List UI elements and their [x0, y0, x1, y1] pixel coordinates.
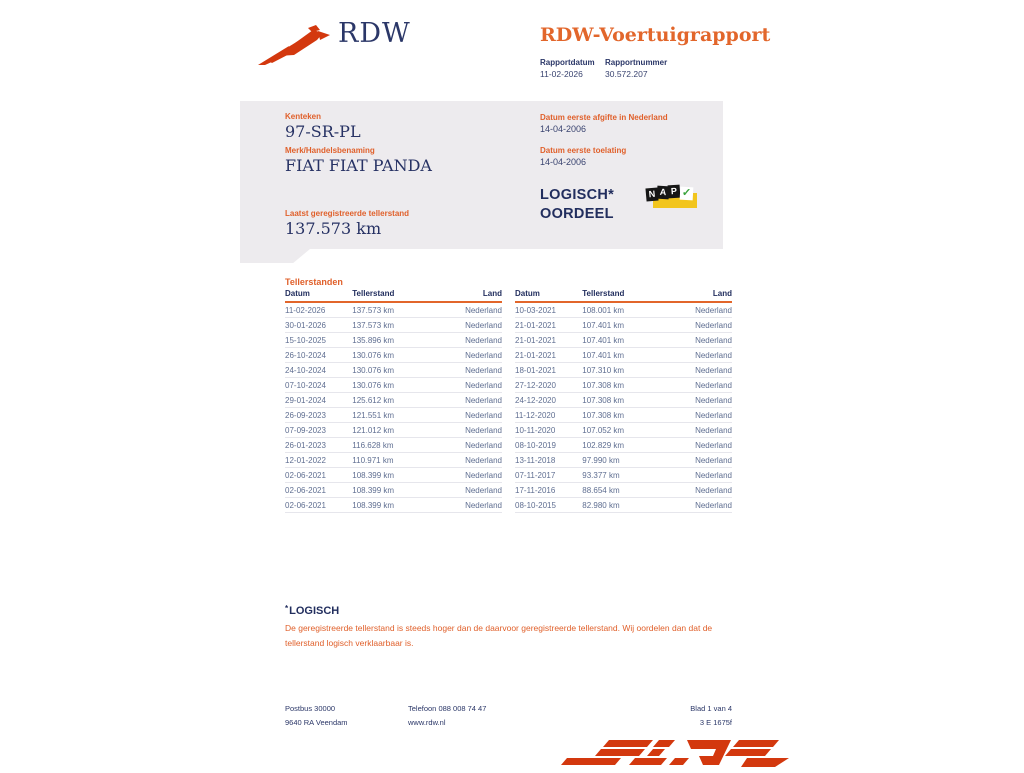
meter-reading-row — [285, 348, 502, 363]
footer-contact — [408, 702, 486, 730]
nap-letter-a: A — [657, 186, 670, 200]
footnote-title — [285, 604, 339, 617]
meter-reading-row — [285, 378, 502, 393]
reading-km: 108.399 km — [352, 498, 441, 513]
reading-country: Nederland — [671, 363, 732, 378]
toelating-value: 14-04-2006 — [540, 157, 587, 167]
rapportnummer-value: 30.572.207 — [605, 69, 648, 79]
nap-letter-n: N — [645, 188, 658, 202]
reading-date: 15-10-2025 — [285, 333, 352, 348]
reading-country: Nederland — [441, 363, 502, 378]
reading-date: 21-01-2021 — [515, 333, 582, 348]
meter-reading-row — [515, 378, 732, 393]
meter-reading-row — [515, 438, 732, 453]
meter-reading-row — [515, 453, 732, 468]
reading-country: Nederland — [441, 498, 502, 513]
merk-label: Merk/Handelsbenaming — [285, 146, 375, 155]
footer-form-code: 3 E 1675f — [699, 718, 732, 727]
reading-km: 108.399 km — [352, 468, 441, 483]
reading-country: Nederland — [671, 423, 732, 438]
reading-country: Nederland — [441, 378, 502, 393]
reading-km: 82.980 km — [582, 498, 671, 513]
meter-reading-row — [285, 363, 502, 378]
reading-country: Nederland — [671, 438, 732, 453]
reading-km: 107.308 km — [582, 393, 671, 408]
reading-country: Nederland — [441, 348, 502, 363]
reading-country: Nederland — [441, 408, 502, 423]
reading-country: Nederland — [441, 318, 502, 333]
reading-country: Nederland — [671, 468, 732, 483]
oordeel-text — [540, 186, 614, 224]
reading-date: 11-02-2026 — [285, 302, 352, 318]
column-header-land: Land — [441, 289, 502, 302]
nap-checkmark-icon: ✓ — [681, 186, 692, 200]
reading-date: 02-06-2021 — [285, 483, 352, 498]
reading-km: 110.971 km — [352, 453, 441, 468]
table-header-row — [515, 289, 732, 302]
footnote-body: De geregistreerde tellerstand is steeds hoger dan de daarvoor geregistreerde tellerstand. Wij oordelen dan dat de tellerstand logisch verklaarbaar is. — [285, 623, 713, 648]
reading-date: 27-12-2020 — [515, 378, 582, 393]
reading-date: 18-01-2021 — [515, 363, 582, 378]
meter-reading-row — [515, 348, 732, 363]
reading-date: 24-12-2020 — [515, 393, 582, 408]
meter-reading-row — [285, 302, 502, 318]
reading-km: 130.076 km — [352, 348, 441, 363]
reading-km: 137.573 km — [352, 302, 441, 318]
meter-reading-row — [285, 498, 502, 513]
column-header-tellerstand: Tellerstand — [582, 289, 671, 302]
rapportnummer-label: Rapportnummer — [605, 58, 668, 67]
merk-value: FIAT FIAT PANDA — [285, 156, 432, 175]
reading-country: Nederland — [671, 483, 732, 498]
reading-km: 137.573 km — [352, 318, 441, 333]
reading-country: Nederland — [441, 423, 502, 438]
nap-logo — [646, 184, 698, 211]
reading-date: 26-10-2024 — [285, 348, 352, 363]
reading-km: 93.377 km — [582, 468, 671, 483]
reading-date: 29-01-2024 — [285, 393, 352, 408]
meter-reading-row — [285, 408, 502, 423]
meter-reading-row — [515, 498, 732, 513]
report-title: RDW-Voertuigrapport — [540, 24, 771, 46]
reading-date: 24-10-2024 — [285, 363, 352, 378]
rdw-bird-logo-icon — [256, 18, 334, 68]
reading-date: 21-01-2021 — [515, 318, 582, 333]
reading-km: 107.308 km — [582, 408, 671, 423]
reading-km: 130.076 km — [352, 378, 441, 393]
tellerstanden-title: Tellerstanden — [285, 277, 343, 287]
reading-date: 07-11-2017 — [515, 468, 582, 483]
footer-address-line1: Postbus 30000 — [285, 704, 336, 713]
footer-website: www.rdw.nl — [408, 718, 446, 727]
meter-readings-table-right — [515, 289, 732, 513]
meter-reading-row — [515, 423, 732, 438]
reading-country: Nederland — [671, 302, 732, 318]
vehicle-summary-box-tail — [240, 249, 310, 263]
reading-km: 88.654 km — [582, 483, 671, 498]
reading-date: 26-09-2023 — [285, 408, 352, 423]
column-header-land: Land — [671, 289, 732, 302]
meter-readings-table-left — [285, 289, 502, 513]
footer-page-info — [600, 702, 732, 730]
reading-km: 107.401 km — [582, 318, 671, 333]
oordeel-line1: LOGISCH* — [540, 187, 615, 203]
tellerstand-value: 137.573 km — [285, 219, 382, 238]
afgifte-label: Datum eerste afgifte in Nederland — [540, 113, 668, 122]
reading-date: 11-12-2020 — [515, 408, 582, 423]
footer-address-line2: 9640 RA Veendam — [285, 718, 348, 727]
meter-reading-row — [515, 393, 732, 408]
reading-km: 116.628 km — [352, 438, 441, 453]
reading-country: Nederland — [441, 302, 502, 318]
rapportdatum-value: 11-02-2026 — [540, 69, 583, 79]
meter-reading-row — [515, 333, 732, 348]
reading-country: Nederland — [671, 378, 732, 393]
footer-address — [285, 702, 348, 730]
footnote-asterisk: * — [285, 604, 289, 613]
reading-km: 130.076 km — [352, 363, 441, 378]
reading-km: 107.308 km — [582, 378, 671, 393]
footnote-title-text: LOGISCH — [289, 605, 340, 617]
reading-country: Nederland — [671, 498, 732, 513]
nap-letter-p: P — [668, 185, 681, 199]
meter-reading-row — [285, 438, 502, 453]
reading-date: 13-11-2018 — [515, 453, 582, 468]
reading-date: 02-06-2021 — [285, 468, 352, 483]
meter-reading-row — [515, 302, 732, 318]
meter-reading-row — [285, 318, 502, 333]
kenteken-label: Kenteken — [285, 112, 322, 121]
reading-km: 108.001 km — [582, 302, 671, 318]
reading-km: 107.052 km — [582, 423, 671, 438]
reading-date: 08-10-2019 — [515, 438, 582, 453]
tellerstand-label: Laatst geregistreerde tellerstand — [285, 209, 410, 218]
meter-readings-tables — [285, 289, 732, 513]
reading-date: 12-01-2022 — [285, 453, 352, 468]
reading-country: Nederland — [671, 408, 732, 423]
reading-country: Nederland — [441, 438, 502, 453]
footer-page-indicator: Blad 1 van 4 — [690, 704, 732, 713]
meter-reading-row — [285, 453, 502, 468]
reading-km: 108.399 km — [352, 483, 441, 498]
reading-date: 10-11-2020 — [515, 423, 582, 438]
reading-date: 07-10-2024 — [285, 378, 352, 393]
reading-km: 102.829 km — [582, 438, 671, 453]
reading-country: Nederland — [671, 348, 732, 363]
rapportdatum-label: Rapportdatum — [540, 58, 595, 67]
meter-reading-row — [515, 363, 732, 378]
meter-reading-row — [285, 423, 502, 438]
reading-km: 107.310 km — [582, 363, 671, 378]
reading-km: 135.896 km — [352, 333, 441, 348]
reading-date: 21-01-2021 — [515, 348, 582, 363]
reading-date: 17-11-2016 — [515, 483, 582, 498]
meter-reading-row — [515, 483, 732, 498]
reading-country: Nederland — [441, 468, 502, 483]
reading-country: Nederland — [441, 393, 502, 408]
reading-km: 125.612 km — [352, 393, 441, 408]
reading-date: 26-01-2023 — [285, 438, 352, 453]
table-header-row — [285, 289, 502, 302]
reading-date: 02-06-2021 — [285, 498, 352, 513]
reading-date: 10-03-2021 — [515, 302, 582, 318]
column-header-tellerstand: Tellerstand — [352, 289, 441, 302]
reading-country: Nederland — [441, 333, 502, 348]
reading-date: 08-10-2015 — [515, 498, 582, 513]
meter-reading-row — [285, 483, 502, 498]
column-header-datum: Datum — [285, 289, 352, 302]
meter-reading-row — [515, 318, 732, 333]
reading-km: 121.012 km — [352, 423, 441, 438]
reading-km: 97.990 km — [582, 453, 671, 468]
reading-date: 30-01-2026 — [285, 318, 352, 333]
column-header-datum: Datum — [515, 289, 582, 302]
meter-reading-row — [515, 468, 732, 483]
meter-reading-row — [515, 408, 732, 423]
reading-km: 107.401 km — [582, 333, 671, 348]
meter-reading-row — [285, 393, 502, 408]
reading-country: Nederland — [671, 318, 732, 333]
reading-country: Nederland — [671, 333, 732, 348]
reading-country: Nederland — [441, 453, 502, 468]
reading-country: Nederland — [671, 393, 732, 408]
reading-km: 107.401 km — [582, 348, 671, 363]
reading-date: 07-09-2023 — [285, 423, 352, 438]
rdw-wordmark: RDW — [338, 18, 411, 49]
reading-km: 121.551 km — [352, 408, 441, 423]
toelating-label: Datum eerste toelating — [540, 146, 627, 155]
reading-country: Nederland — [441, 483, 502, 498]
meter-reading-row — [285, 333, 502, 348]
meter-reading-row — [285, 468, 502, 483]
footer-phone: Telefoon 088 008 74 47 — [408, 704, 487, 713]
kenteken-value: 97-SR-PL — [285, 122, 361, 141]
reading-country: Nederland — [671, 453, 732, 468]
afgifte-value: 14-04-2006 — [540, 124, 587, 134]
oordeel-line2: OORDEEL — [540, 206, 614, 222]
